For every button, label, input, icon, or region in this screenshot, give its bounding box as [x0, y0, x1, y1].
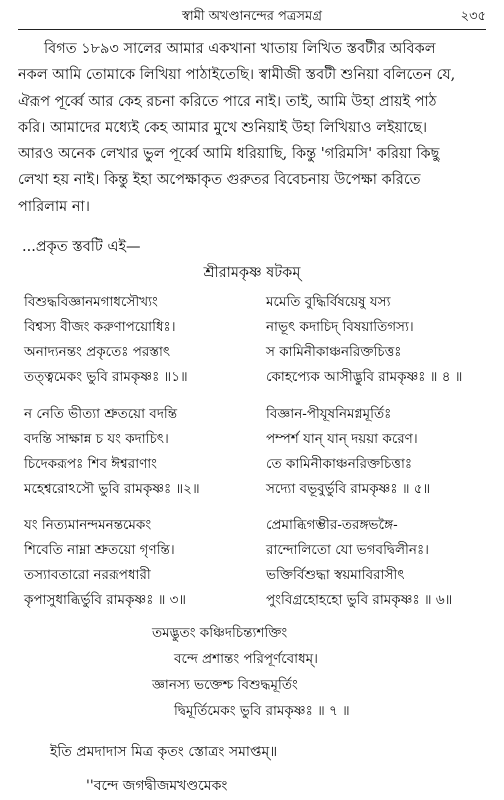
- verse-line: বদন্তি সাক্ষান্ন চ যং কদাচিৎ।: [24, 431, 169, 447]
- hymn-colophon: ইতি প্রমদাদাস মিত্র কৃতং স্তোত্রং সমাপ্তম্॥: [50, 744, 278, 760]
- verse-line: ভক্তির্বিশুদ্ধা স্বয়মাবিরাসীৎ: [266, 567, 405, 583]
- page-header: [0, 4, 504, 28]
- verse-line: মমেতি বুদ্ধির্বিষয়েষু যস্য: [266, 294, 391, 310]
- verse-line: তমদ্ভুতং কঞ্চিদচিন্ত্যশক্তিং: [152, 625, 288, 641]
- paragraph-line: ঐরূপ পূর্ব্বে আর কেহ রচনা করিতে পারে নাই। তাই, আমি উহা প্রায়ই পাঠ: [18, 93, 437, 110]
- verse-line: স কামিনীকাঞ্চনরিক্তচিত্তঃ: [266, 344, 402, 360]
- verse-line: জ্ঞানস্য ভক্তেশ্চ বিশুদ্ধমূর্তিং: [152, 677, 298, 693]
- paragraph-line: নকল আমি তোমাকে লিখিয়া পাঠাইতেছি। স্বামীজী স্তবটী শুনিয়া বলিতেন যে,: [18, 67, 456, 84]
- verse-line: পম্পর্শ যান্ যান্ দয়য়া করেণ।: [266, 431, 418, 447]
- verse-line: ন নেতি ভীত্যা শ্রুতয়ো বদন্তি: [24, 406, 178, 422]
- verse-line: বিজ্ঞান-পীযূষনিমগ্নমূর্তিঃ: [266, 406, 392, 422]
- verse-line: অনাদ্যনন্তং প্রকৃতেঃ পরস্তাৎ: [24, 344, 171, 360]
- verse-line: শিবেতি নাম্না শ্রুতয়ো গৃণন্তি।: [24, 542, 175, 558]
- paragraph-line: পারিলাম না।: [18, 198, 90, 215]
- verse-line: তস্যাবতারো নররূপধারী: [24, 567, 151, 583]
- verse-line: চিদেকরূপঃ শিব ঈশ্বরাণাং: [24, 456, 157, 472]
- verse-line: বিশুদ্ধবিজ্ঞানমগাধসৌখ্যং: [24, 294, 158, 310]
- paragraph-line: করি। আমাদের মধ্যেই কেহ আমার মুখে শুনিয়াই উহা লিখিয়াও লইয়াছে।: [18, 119, 428, 136]
- verse-line: তে কামিনীকাঞ্চনরিক্তচিত্তাঃ: [266, 456, 413, 472]
- verse-line: নাভূৎ কদাচিদ্ বিষয়াতিগস্য।: [266, 319, 414, 335]
- verse-line: কোহপ্যেক আসীদ্ভুবি রামকৃষ্ণঃ ॥ ৪ ॥: [266, 369, 463, 385]
- paragraph-line: বিগত ১৮৯৩ সালের আমার একখানা খাতায় লিখিত স্তবটীর অবিকল: [44, 41, 436, 57]
- verse-line: তত্ত্বমেকং ভুবি রামকৃষ্ণঃ ॥১॥: [24, 369, 188, 385]
- verse-line: বন্দে প্রশান্তং পরিপূর্ণবোধম্।: [174, 651, 318, 667]
- page-number: ২৩৫: [460, 9, 486, 24]
- paragraph-line: আরও অনেক লেখার ভুল পূর্ব্বে আমি ধরিয়াছি, কিন্তু 'গরিমসি' করিয়া কিছু: [18, 146, 440, 163]
- paragraph-line: লেখা হয় নাই। কিন্তু ইহা অপেক্ষাকৃত গুরুতর বিবেচনায় উপেক্ষা করিতে: [18, 172, 421, 189]
- verse-line: রান্দোলিতো যো ভগবদ্বিলীনঃ।: [266, 542, 429, 558]
- verse-line: পুংবিগ্রহোহহো ভুবি রামকৃষ্ণঃ ॥ ৬॥: [266, 592, 453, 608]
- verse-line: যং নিত্যমানন্দমনন্তমেকং: [24, 517, 152, 533]
- hymn-title: শ্রীরামকৃষ্ণ ষটকম্: [203, 265, 301, 281]
- stanza-2-left: [24, 402, 200, 502]
- verse-line: সদ্যো বভূবুর্ভুবি রামকৃষ্ণঃ ॥ ৫॥: [266, 481, 431, 497]
- letter-paragraph: [18, 36, 486, 220]
- verse-line: দ্বিমূর্তিমেকং ভুবি রামকৃষ্ণঃ ॥ ৭ ॥: [174, 703, 350, 719]
- stanza-3-left: [24, 513, 186, 613]
- stanza-6-right: [266, 513, 452, 613]
- stanza-5-right: [266, 402, 430, 502]
- hymn-intro: ...প্রকৃত স্তবটি এই—: [22, 239, 141, 255]
- header-rule: [18, 29, 486, 30]
- stanza-1-left: [24, 290, 188, 390]
- verse-line: বিশ্বস্য বীজং করুণাপয়োধিঃ।: [24, 319, 176, 335]
- continuing-quote: ''বন্দে জগদ্বীজমখণ্ডমেকং: [86, 778, 228, 794]
- stanza-4-right: [266, 290, 462, 390]
- verse-line: প্রেমাব্ধিগম্ভীর-তরঙ্গভঙ্গৈ-: [266, 517, 398, 533]
- verse-line: কৃপাসুধাব্ধির্ভুবি রামকৃষ্ণঃ ॥ ৩॥: [24, 592, 187, 608]
- stanza-7-final: [152, 620, 350, 724]
- running-head: স্বামী অখণ্ডানন্দের পত্রসমগ্র: [182, 9, 322, 24]
- verse-line: মহেশ্বরোঽসৌ ভুবি রামকৃষ্ণঃ ॥২॥: [24, 481, 200, 497]
